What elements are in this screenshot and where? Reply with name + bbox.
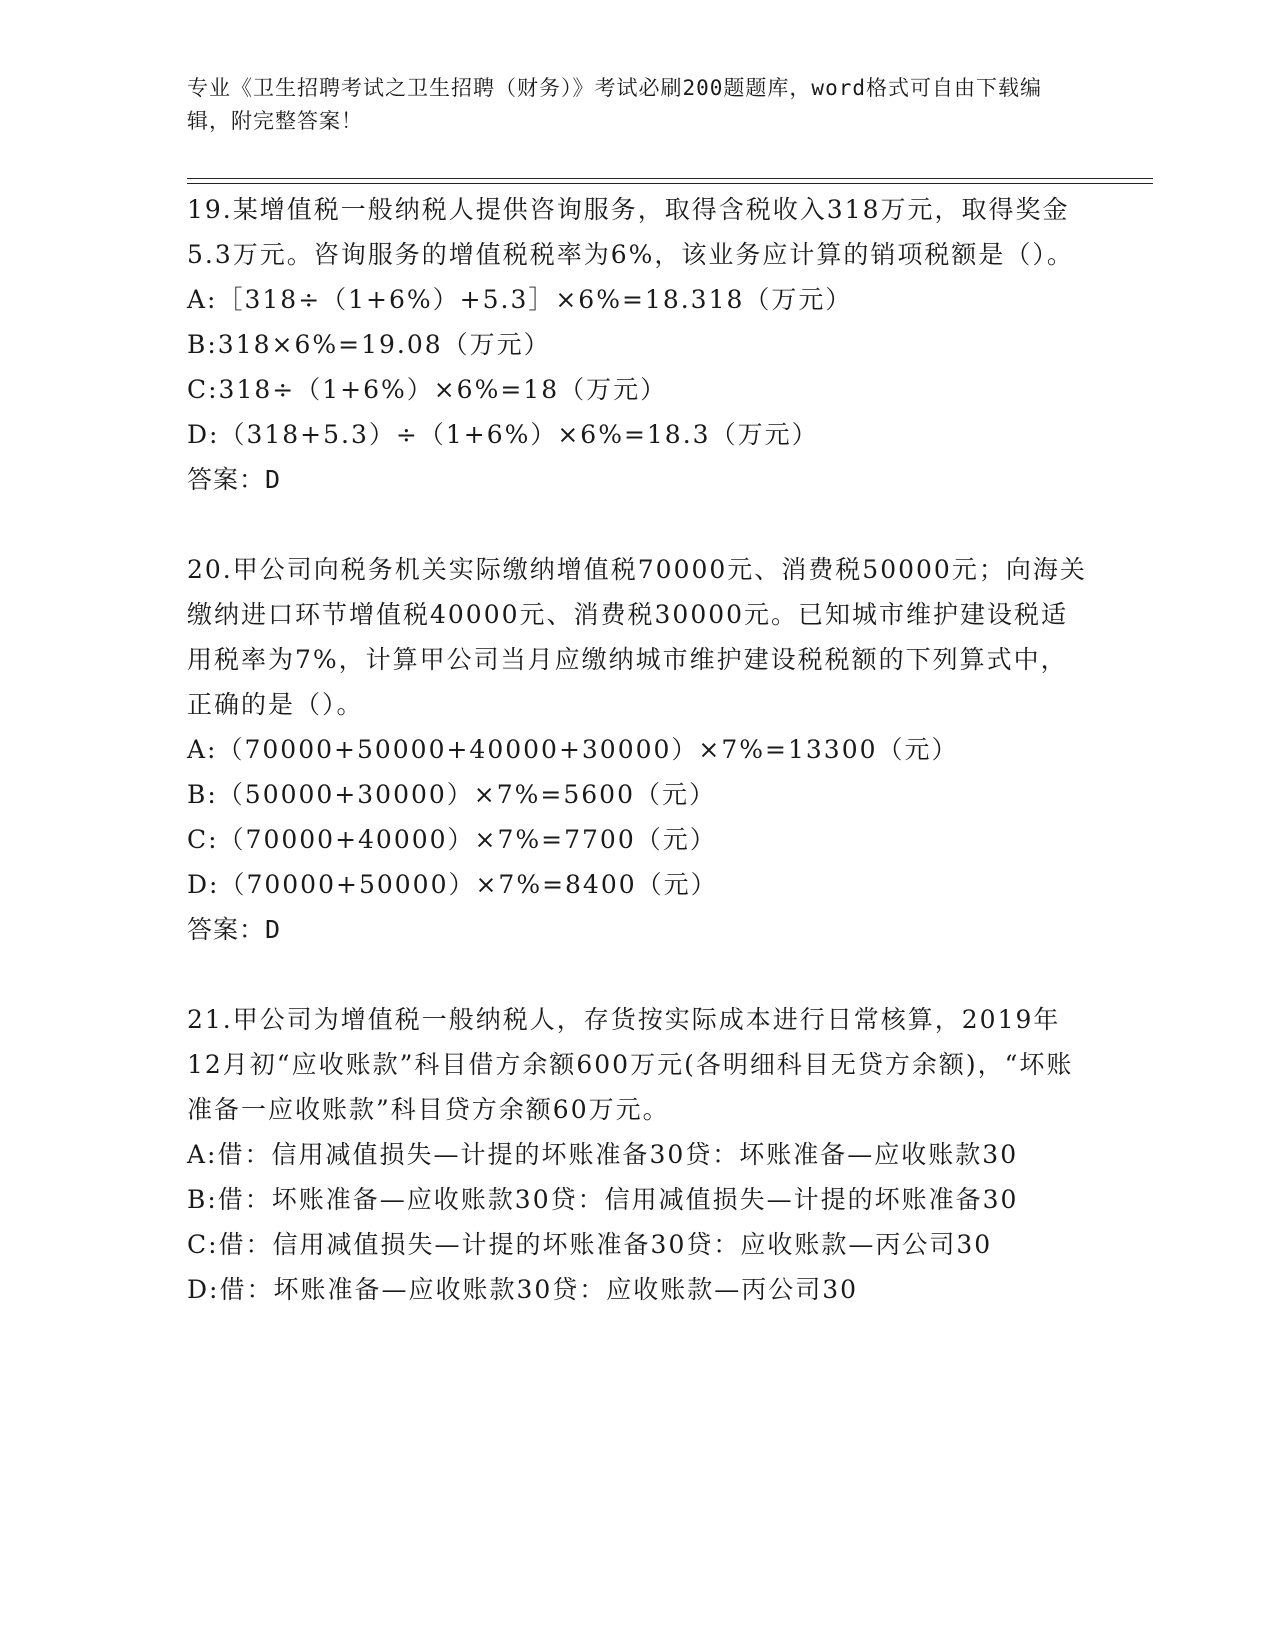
option-a: A:（70000+50000+40000+30000）×7%=13300（元）: [187, 735, 959, 764]
question-stem: 19.某增值税一般纳税人提供咨询服务，取得含税收入318万元，取得奖金5.3万元。咨询服务的增值税税率为6%，该业务应计算的销项税额是（）。: [187, 195, 1074, 269]
option-c: C:借：信用减值损失—计提的坏账准备30贷：应收账款—丙公司30: [187, 1230, 993, 1259]
question-stem: 21.甲公司为增值税一般纳税人，存货按实际成本进行日常核算，2019年12月初“应收账款”科目借方余额600万元(各明细科目无贷方余额)，“坏账准备一应收账款”科目贷方余额60万元。: [187, 1005, 1074, 1124]
question-20: [187, 547, 1087, 952]
option-d: D:（318+5.3）÷（1+6%）×6%=18.3（万元）: [187, 420, 819, 449]
header-divider-bottom: [187, 183, 1153, 184]
option-c: C:（70000+40000）×7%=7700（元）: [187, 825, 717, 854]
option-b: B:（50000+30000）×7%=5600（元）: [187, 780, 716, 809]
question-19: [187, 187, 1087, 502]
option-a: A:借：信用减值损失—计提的坏账准备30贷：坏账准备—应收账款30: [187, 1140, 1019, 1169]
option-b: B:借：坏账准备—应收账款30贷：信用减值损失—计提的坏账准备30: [187, 1185, 1019, 1214]
question-21: [187, 997, 1087, 1312]
answer-label: 答案：D: [187, 915, 282, 944]
header-divider-top: [187, 178, 1153, 179]
option-a: A:［318÷（1+6%）+5.3］×6%=18.318（万元）: [187, 285, 853, 314]
document-header: 专业《卫生招聘考试之卫生招聘（财务）》考试必刷200题题库，word格式可自由下载编辑，附完整答案！: [187, 76, 1042, 133]
option-d: D:（70000+50000）×7%=8400（元）: [187, 870, 718, 899]
answer-label: 答案：D: [187, 465, 282, 494]
option-c: C:318÷（1+6%）×6%=18（万元）: [187, 375, 668, 404]
option-b: B:318×6%=19.08（万元）: [187, 330, 551, 359]
question-stem: 20.甲公司向税务机关实际缴纳增值税70000元、消费税50000元；向海关缴纳进口环节增值税40000元、消费税30000元。已知城市维护建设税适用税率为7%，计算甲公司当月应缴纳城市维护建设税税额的下列算式中，正确的是（）。: [187, 555, 1087, 719]
option-d: D:借：坏账准备—应收账款30贷：应收账款—丙公司30: [187, 1275, 859, 1304]
question-list: [187, 187, 1087, 1357]
